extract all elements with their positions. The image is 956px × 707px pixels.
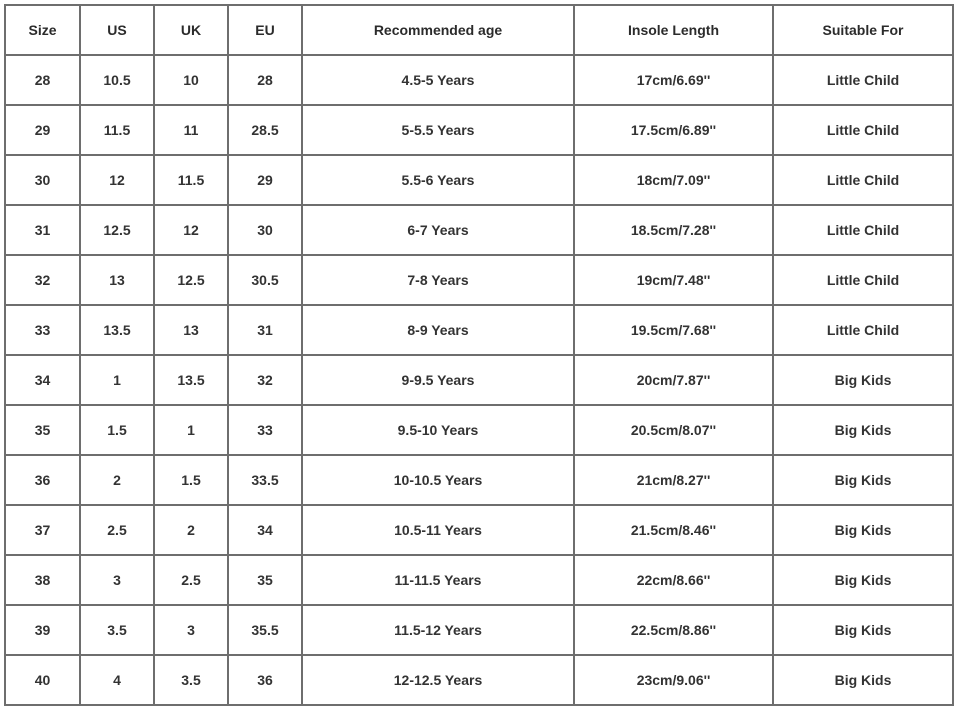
cell-uk: 11.5 xyxy=(154,155,228,205)
cell-size: 40 xyxy=(5,655,80,705)
cell-suitable-for: Little Child xyxy=(773,205,953,255)
cell-insole-length: 17cm/6.69'' xyxy=(574,55,773,105)
header-row xyxy=(5,5,953,55)
header-recommended-age: Recommended age xyxy=(302,5,574,55)
table-row xyxy=(5,455,953,505)
cell-eu: 29 xyxy=(228,155,302,205)
cell-suitable-for: Little Child xyxy=(773,255,953,305)
cell-insole-length: 23cm/9.06'' xyxy=(574,655,773,705)
cell-insole-length: 18.5cm/7.28'' xyxy=(574,205,773,255)
cell-eu: 35 xyxy=(228,555,302,605)
cell-recommended-age: 11-11.5 Years xyxy=(302,555,574,605)
table-body xyxy=(5,55,953,705)
cell-suitable-for: Little Child xyxy=(773,55,953,105)
table-row xyxy=(5,555,953,605)
cell-size: 38 xyxy=(5,555,80,605)
cell-recommended-age: 11.5-12 Years xyxy=(302,605,574,655)
cell-us: 10.5 xyxy=(80,55,154,105)
table-row xyxy=(5,355,953,405)
table-row xyxy=(5,305,953,355)
header-insole-length: Insole Length xyxy=(574,5,773,55)
cell-insole-length: 20cm/7.87'' xyxy=(574,355,773,405)
cell-suitable-for: Big Kids xyxy=(773,405,953,455)
cell-insole-length: 22.5cm/8.86'' xyxy=(574,605,773,655)
cell-uk: 12.5 xyxy=(154,255,228,305)
cell-insole-length: 20.5cm/8.07'' xyxy=(574,405,773,455)
cell-eu: 30 xyxy=(228,205,302,255)
cell-us: 3 xyxy=(80,555,154,605)
cell-uk: 3.5 xyxy=(154,655,228,705)
cell-uk: 1 xyxy=(154,405,228,455)
cell-insole-length: 18cm/7.09'' xyxy=(574,155,773,205)
cell-insole-length: 21.5cm/8.46'' xyxy=(574,505,773,555)
table-row xyxy=(5,255,953,305)
cell-suitable-for: Big Kids xyxy=(773,555,953,605)
cell-insole-length: 17.5cm/6.89'' xyxy=(574,105,773,155)
cell-recommended-age: 4.5-5 Years xyxy=(302,55,574,105)
cell-us: 1 xyxy=(80,355,154,405)
cell-uk: 2 xyxy=(154,505,228,555)
cell-size: 37 xyxy=(5,505,80,555)
cell-recommended-age: 5.5-6 Years xyxy=(302,155,574,205)
cell-size: 28 xyxy=(5,55,80,105)
header-eu: EU xyxy=(228,5,302,55)
cell-eu: 30.5 xyxy=(228,255,302,305)
cell-us: 2.5 xyxy=(80,505,154,555)
cell-uk: 13 xyxy=(154,305,228,355)
cell-recommended-age: 6-7 Years xyxy=(302,205,574,255)
cell-recommended-age: 10.5-11 Years xyxy=(302,505,574,555)
table-row xyxy=(5,205,953,255)
cell-insole-length: 22cm/8.66'' xyxy=(574,555,773,605)
cell-uk: 10 xyxy=(154,55,228,105)
cell-recommended-age: 8-9 Years xyxy=(302,305,574,355)
table-row xyxy=(5,105,953,155)
cell-eu: 33.5 xyxy=(228,455,302,505)
table-row xyxy=(5,605,953,655)
cell-us: 12 xyxy=(80,155,154,205)
cell-eu: 35.5 xyxy=(228,605,302,655)
cell-eu: 28.5 xyxy=(228,105,302,155)
table-row xyxy=(5,405,953,455)
cell-us: 13 xyxy=(80,255,154,305)
cell-uk: 3 xyxy=(154,605,228,655)
cell-us: 11.5 xyxy=(80,105,154,155)
cell-recommended-age: 9.5-10 Years xyxy=(302,405,574,455)
cell-eu: 34 xyxy=(228,505,302,555)
cell-us: 1.5 xyxy=(80,405,154,455)
cell-eu: 33 xyxy=(228,405,302,455)
cell-size: 29 xyxy=(5,105,80,155)
cell-size: 35 xyxy=(5,405,80,455)
cell-us: 12.5 xyxy=(80,205,154,255)
cell-us: 13.5 xyxy=(80,305,154,355)
cell-suitable-for: Little Child xyxy=(773,305,953,355)
cell-eu: 31 xyxy=(228,305,302,355)
cell-size: 34 xyxy=(5,355,80,405)
cell-eu: 32 xyxy=(228,355,302,405)
cell-size: 30 xyxy=(5,155,80,205)
cell-us: 3.5 xyxy=(80,605,154,655)
cell-uk: 13.5 xyxy=(154,355,228,405)
header-size: Size xyxy=(5,5,80,55)
cell-insole-length: 19.5cm/7.68'' xyxy=(574,305,773,355)
cell-uk: 2.5 xyxy=(154,555,228,605)
cell-recommended-age: 9-9.5 Years xyxy=(302,355,574,405)
cell-recommended-age: 12-12.5 Years xyxy=(302,655,574,705)
cell-size: 33 xyxy=(5,305,80,355)
table-row xyxy=(5,55,953,105)
cell-insole-length: 21cm/8.27'' xyxy=(574,455,773,505)
header-us: US xyxy=(80,5,154,55)
cell-suitable-for: Big Kids xyxy=(773,655,953,705)
cell-suitable-for: Big Kids xyxy=(773,455,953,505)
cell-recommended-age: 10-10.5 Years xyxy=(302,455,574,505)
header-uk: UK xyxy=(154,5,228,55)
cell-recommended-age: 5-5.5 Years xyxy=(302,105,574,155)
cell-suitable-for: Little Child xyxy=(773,155,953,205)
header-suitable-for: Suitable For xyxy=(773,5,953,55)
table-row xyxy=(5,155,953,205)
cell-uk: 12 xyxy=(154,205,228,255)
cell-suitable-for: Little Child xyxy=(773,105,953,155)
cell-us: 2 xyxy=(80,455,154,505)
cell-eu: 36 xyxy=(228,655,302,705)
cell-suitable-for: Big Kids xyxy=(773,505,953,555)
cell-eu: 28 xyxy=(228,55,302,105)
table-row xyxy=(5,505,953,555)
cell-suitable-for: Big Kids xyxy=(773,355,953,405)
cell-size: 36 xyxy=(5,455,80,505)
cell-suitable-for: Big Kids xyxy=(773,605,953,655)
cell-size: 32 xyxy=(5,255,80,305)
cell-recommended-age: 7-8 Years xyxy=(302,255,574,305)
size-chart-table xyxy=(4,4,954,706)
cell-us: 4 xyxy=(80,655,154,705)
cell-size: 39 xyxy=(5,605,80,655)
table-row xyxy=(5,655,953,705)
cell-uk: 11 xyxy=(154,105,228,155)
cell-insole-length: 19cm/7.48'' xyxy=(574,255,773,305)
cell-size: 31 xyxy=(5,205,80,255)
cell-uk: 1.5 xyxy=(154,455,228,505)
